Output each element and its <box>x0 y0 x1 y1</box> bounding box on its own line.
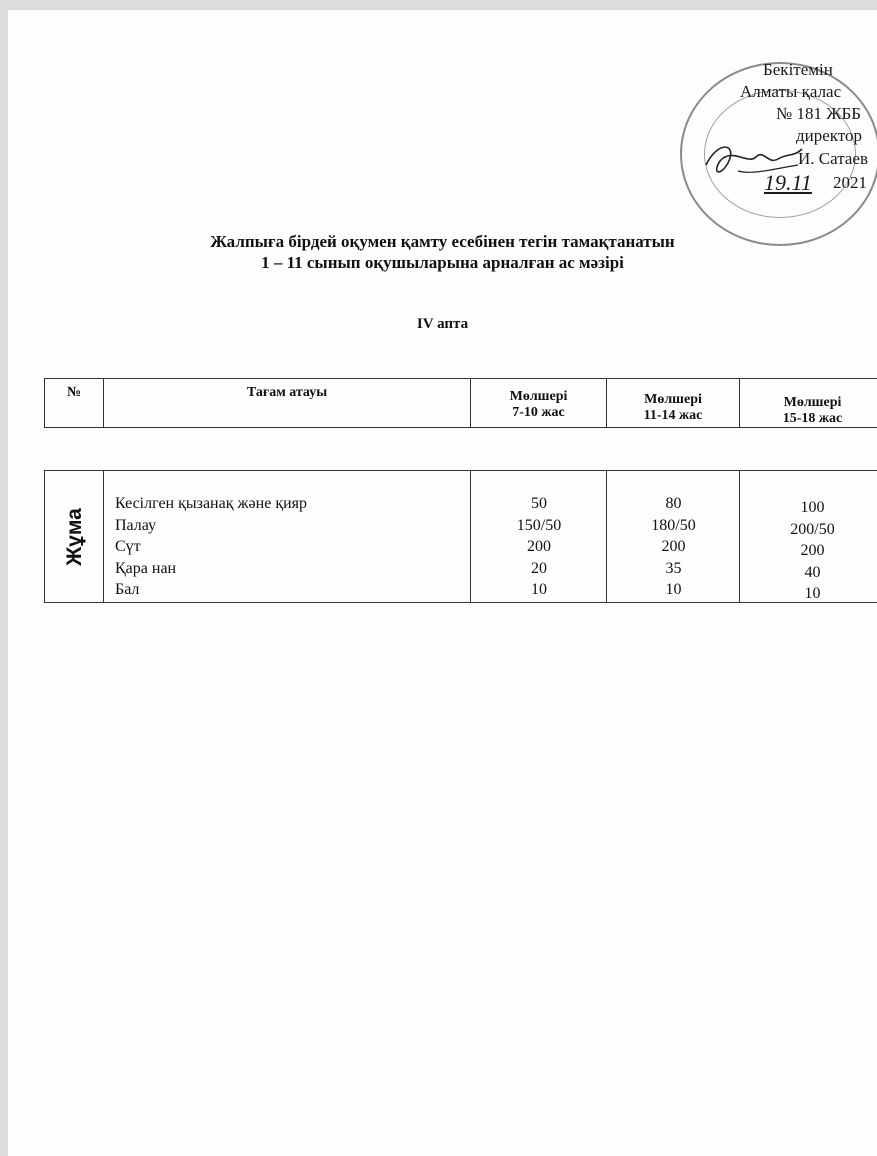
portion-value: 180/50 <box>651 516 696 534</box>
dish-list <box>115 493 307 601</box>
header-portion-7-10-title: Мөлшері <box>509 389 568 404</box>
approval-date-day: 19.11 <box>764 170 812 195</box>
dish-item: Кесілген қызанақ және қияр <box>115 495 308 512</box>
dish-item: Палау <box>115 516 157 534</box>
header-portion-11-14-title: Мөлшері <box>644 392 702 407</box>
dish-item: Қара нан <box>115 559 177 577</box>
header-portion-11-14 <box>607 379 740 427</box>
approval-line-5: И. Сатаев <box>798 149 868 168</box>
approval-line-1: Бекітемін <box>763 60 833 79</box>
portion-value: 20 <box>531 559 547 577</box>
menu-title-line-2: 1 – 11 сынып оқушыларына арналған ас мәзірі <box>261 253 624 272</box>
portion-value: 40 <box>804 563 821 581</box>
portion-value: 50 <box>531 495 547 512</box>
portion-value: 35 <box>665 559 682 577</box>
day-column <box>45 471 104 602</box>
approval-line-3: № 181 ЖББ <box>776 104 861 123</box>
menu-table-header <box>44 378 877 428</box>
approval-line-2: Алматы қалас <box>740 82 842 101</box>
portion-7-10-list <box>471 493 607 601</box>
week-label: IV апта <box>416 316 469 332</box>
portion-value: 100 <box>800 499 825 516</box>
approval-date-year: 2021 <box>833 173 867 192</box>
director-signature <box>698 135 808 185</box>
portion-value: 10 <box>531 581 547 598</box>
portion-15-18-column <box>740 471 877 602</box>
portion-value: 200/50 <box>790 520 835 538</box>
menu-title-line-1: Жалпыға бірдей оқумен қамту есебінен тегін тамақтанатын <box>210 232 675 251</box>
header-portion-15-18 <box>740 379 877 427</box>
portion-value: 150/50 <box>516 516 562 534</box>
header-portion-15-18-age: 15-18 жас <box>782 411 843 426</box>
day-name: Жұма <box>62 507 86 566</box>
dish-column <box>104 471 471 602</box>
menu-table-body <box>44 470 877 603</box>
header-portion-7-10 <box>471 379 607 427</box>
portion-value: 80 <box>665 495 682 512</box>
portion-value: 10 <box>665 581 682 598</box>
header-number: № <box>45 379 104 427</box>
portion-value: 200 <box>527 538 551 555</box>
portion-7-10-column <box>471 471 607 602</box>
header-portion-7-10-age: 7-10 жас <box>512 405 565 420</box>
portion-11-14-column <box>607 471 740 602</box>
portion-15-18-list <box>740 497 877 605</box>
portion-value: 200 <box>661 538 686 555</box>
document-page <box>8 10 877 1156</box>
header-dish-name: Тағам атауы <box>104 379 471 427</box>
approval-line-4: директор <box>796 126 863 145</box>
portion-value: 10 <box>804 585 821 602</box>
header-portion-11-14-age: 11-14 жас <box>643 408 703 423</box>
portion-11-14-list <box>607 493 740 601</box>
dish-item: Бал <box>115 581 140 598</box>
dish-item: Сүт <box>115 538 141 555</box>
portion-value: 200 <box>800 542 825 559</box>
header-portion-15-18-title: Мөлшері <box>783 395 842 410</box>
